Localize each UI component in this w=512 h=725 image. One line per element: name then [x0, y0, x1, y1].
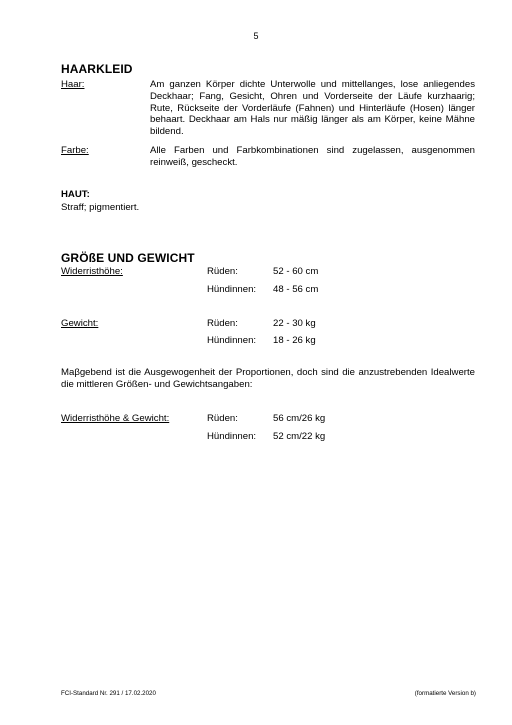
footer-version: (formatierte Version b) [414, 690, 476, 697]
section-heading-haarkleid: HAARKLEID [61, 62, 133, 76]
widerrist-value-rueden: 52 - 60 cm [273, 266, 319, 277]
gewicht-sex-rueden: Rüden: [207, 318, 238, 329]
gewicht-value-rueden: 22 - 30 kg [273, 318, 316, 329]
haut-text: Straff; pigmentiert. [61, 202, 140, 213]
footer-standard-info: FCI-Standard Nr. 291 / 17.02.2020 [61, 690, 156, 697]
widerrist-label: Widerristhöhe: [61, 266, 123, 277]
gewicht-value-huendinnen: 18 - 26 kg [273, 335, 316, 346]
section-heading-haut: HAUT: [61, 189, 90, 200]
widerrist-sex-rueden: Rüden: [207, 266, 238, 277]
gewicht-sex-huendinnen: Hündinnen: [207, 335, 257, 346]
ideal-sex-huendinnen: Hündinnen: [207, 431, 257, 442]
haar-label: Haar: [61, 79, 85, 90]
proportionen-note: Maβgebend ist die Ausgewogenheit der Proportionen, doch sind die anzustrebenden Idealwerte die mittleren Größen- und Gewichtsangaben: [61, 367, 475, 390]
ideal-sex-rueden: Rüden: [207, 413, 238, 424]
ideal-value-huendinnen: 52 cm/22 kg [273, 431, 326, 442]
ideal-label: Widerristhöhe & Gewicht: [61, 413, 170, 424]
farbe-text: Alle Farben und Farbkombinationen sind zugelassen, ausgenommen reinweiß, gescheckt. [150, 145, 475, 168]
gewicht-label: Gewicht: [61, 318, 99, 329]
widerrist-sex-huendinnen: Hündinnen: [207, 284, 257, 295]
farbe-label: Farbe: [61, 145, 89, 156]
ideal-value-rueden: 56 cm/26 kg [273, 413, 326, 424]
widerrist-value-huendinnen: 48 - 56 cm [273, 284, 319, 295]
haar-text: Am ganzen Körper dichte Unterwolle und mittellanges, lose anliegendes Deckhaar; Fang, Gesicht, Ohren und Vorderseite der Läufe kurzhaarig; Rute, Rückseite der Vorderläufe (Fahnen) und Hinterläufe (Hosen) länger behaart. Deckhaar am Hals nur mäßig länger als am Körper, keine Mähne bildend. [150, 79, 475, 138]
section-heading-groesse: GRÖßE UND GEWICHT [61, 251, 195, 265]
page-number: 5 [253, 31, 259, 41]
